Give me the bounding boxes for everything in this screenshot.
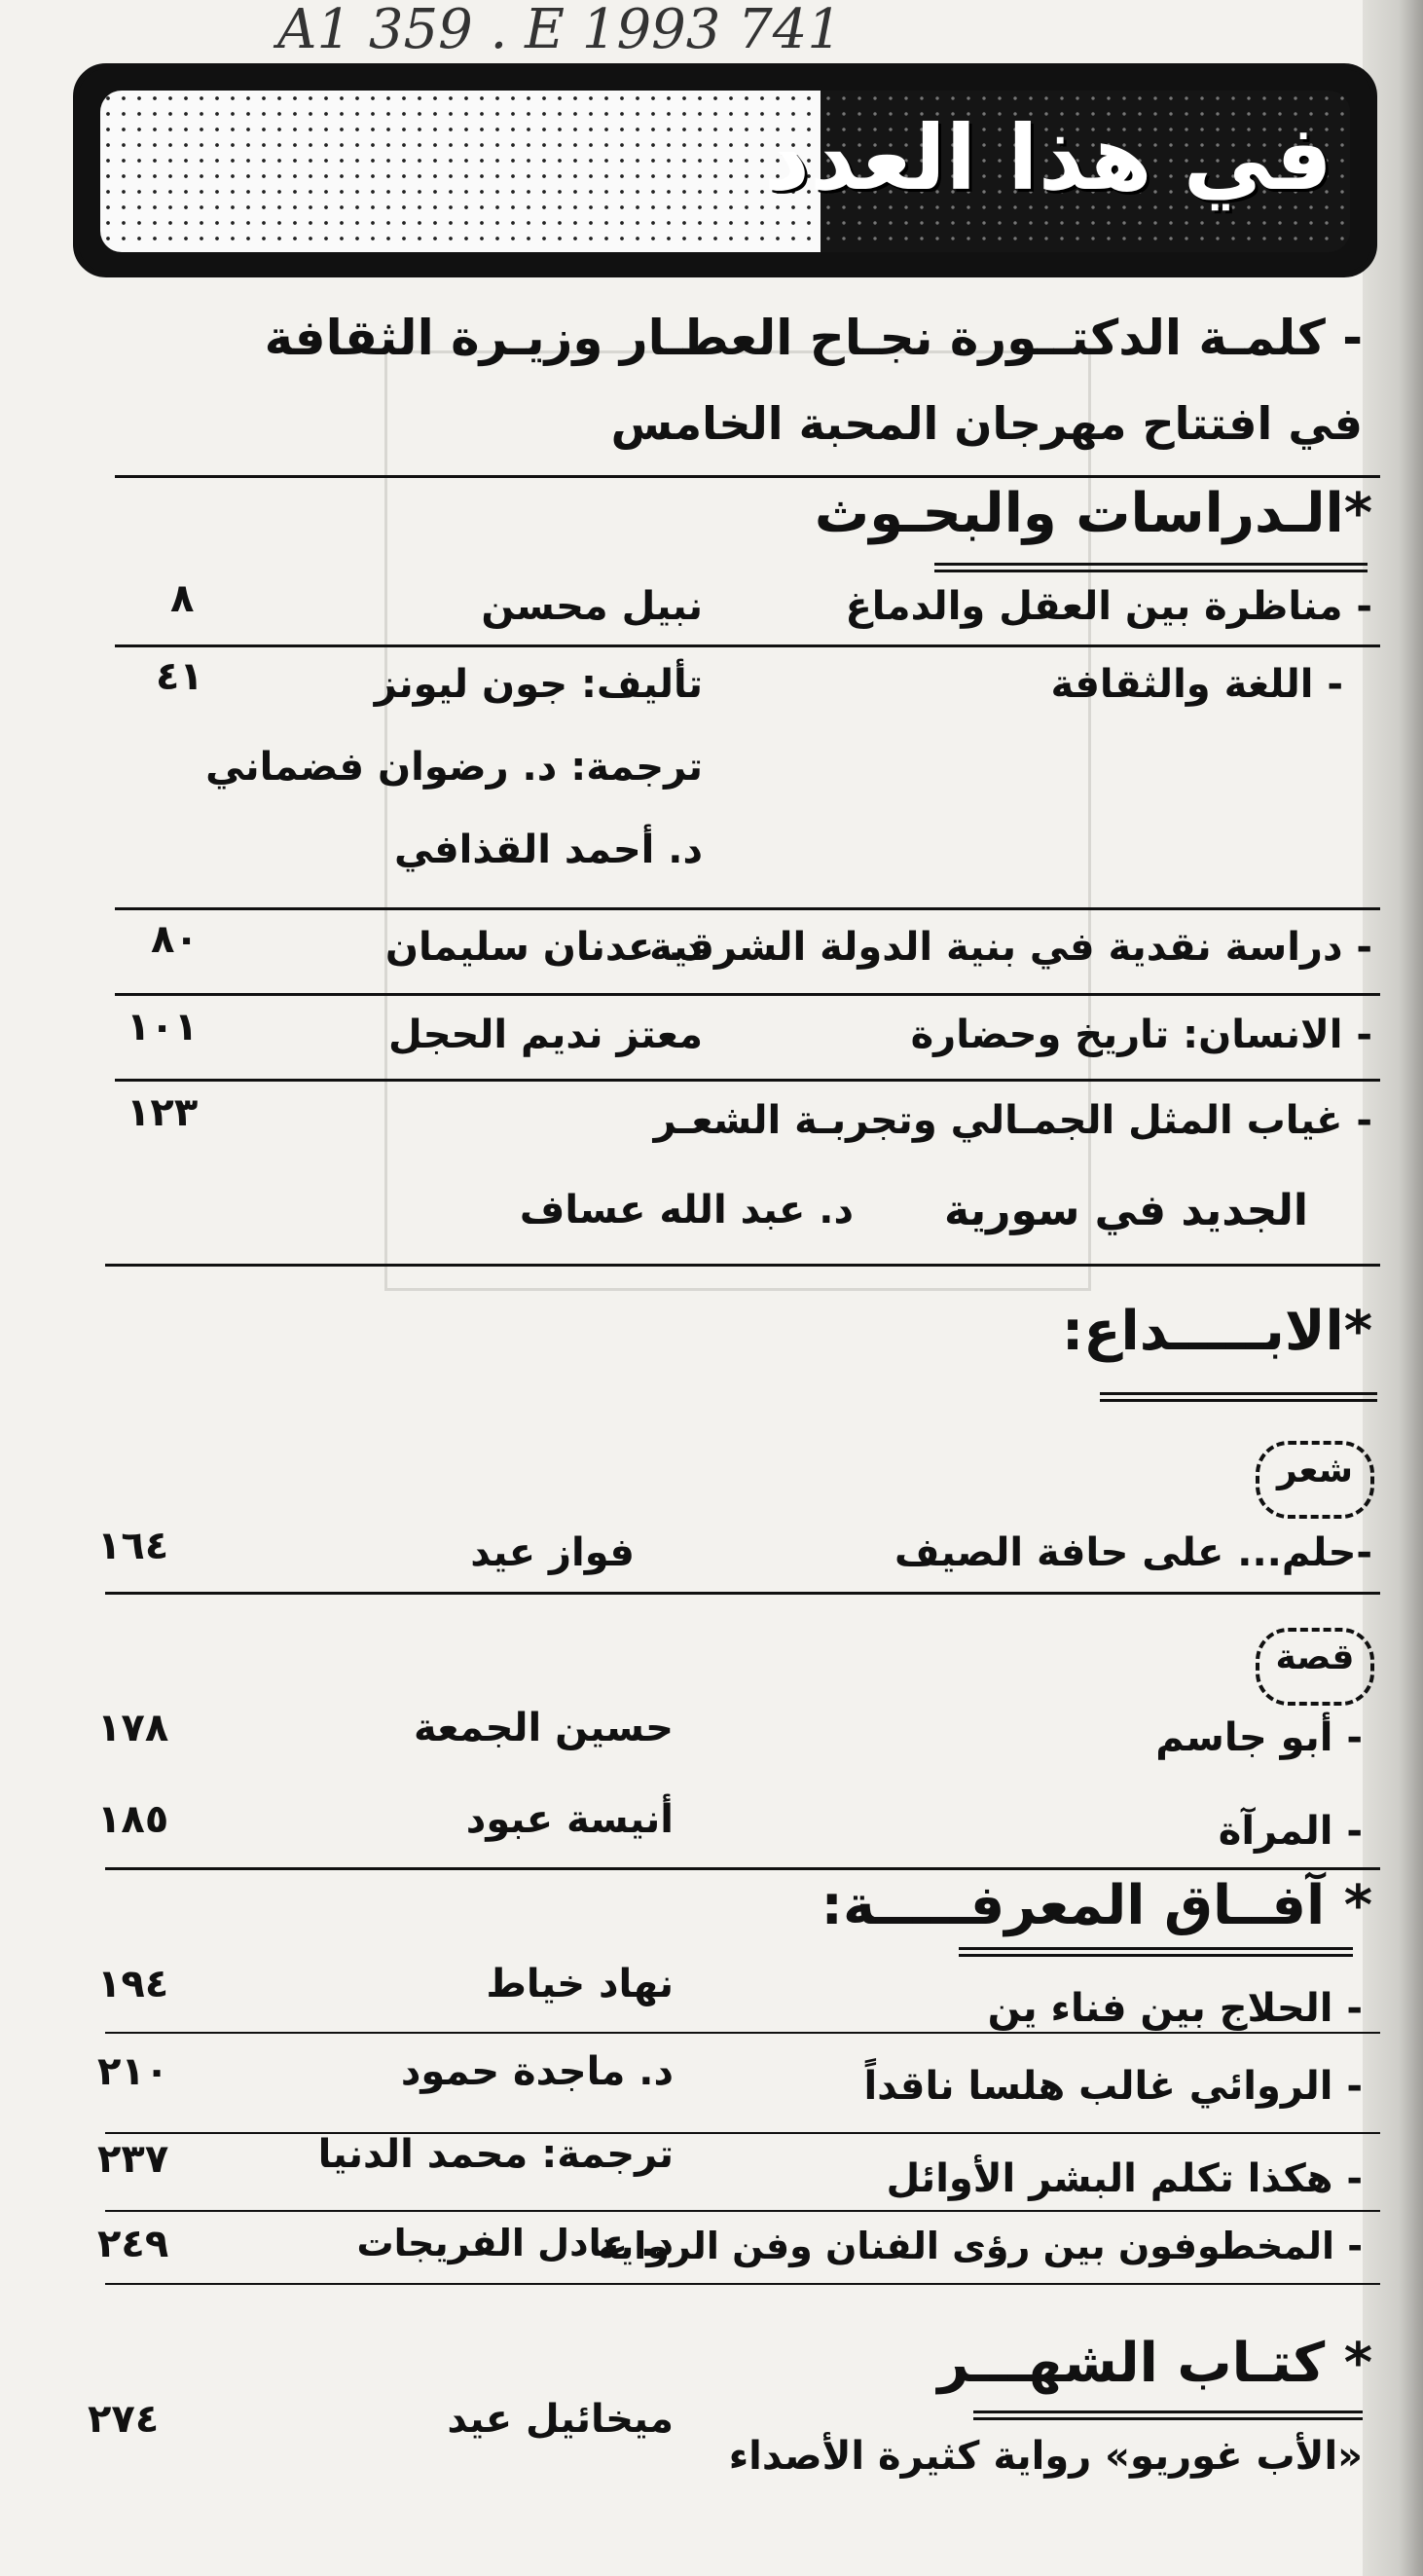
handwritten-reference: A1 359 . E 1993 741 bbox=[277, 0, 843, 61]
toc-title: - اللغة والثقافة bbox=[1050, 662, 1343, 707]
divider bbox=[105, 1867, 1380, 1870]
divider bbox=[105, 1592, 1380, 1595]
toc-title: - مناظرة بين العقل والدماغ bbox=[845, 584, 1372, 629]
toc-page: ١٨٥ bbox=[97, 1797, 169, 1842]
tag-story: قصة bbox=[1256, 1628, 1374, 1706]
toc-author: تأليف: جون ليونز bbox=[374, 662, 703, 707]
divider bbox=[115, 1079, 1380, 1082]
toc-title: - أبو جاسم bbox=[1155, 1715, 1363, 1760]
section-underline bbox=[934, 563, 1368, 572]
toc-title: - غياب المثل الجمـالي وتجربـة الشعـر bbox=[653, 1098, 1372, 1143]
toc-page: ٢٧٤ bbox=[88, 2397, 160, 2442]
section-horizons: * آفــاق المعرفـــــة: bbox=[821, 1874, 1372, 1937]
toc-title: -حلم... على حافة الصيف bbox=[894, 1530, 1372, 1575]
intro-line-1: - كلمـة الدكتــورة نجـاح العطـار وزيـرة الثقافة bbox=[264, 310, 1363, 366]
section-underline bbox=[959, 1947, 1353, 1957]
divider bbox=[115, 644, 1380, 647]
toc-author: ترجمة: محمد الدنيا bbox=[317, 2132, 674, 2177]
toc-title: - الروائي غالب هلسا ناقداً bbox=[863, 2064, 1363, 2109]
intro-line-2: في افتتاح مهرجان المحبة الخامس bbox=[610, 397, 1363, 450]
toc-author: معتز نديم الحجل bbox=[387, 1012, 703, 1057]
divider bbox=[105, 2210, 1380, 2212]
tag-poetry: شعر bbox=[1256, 1441, 1374, 1519]
toc-author: فواز عيد bbox=[470, 1530, 635, 1575]
toc-translator: ترجمة: د. رضوان فضماني bbox=[205, 745, 703, 790]
toc-page: ١٢٣ bbox=[127, 1090, 199, 1135]
toc-author: د. عادل الفريجات bbox=[356, 2222, 674, 2264]
section-underline bbox=[973, 2410, 1363, 2420]
toc-author: أنيسة عبود bbox=[465, 1797, 674, 1842]
section-studies: *الـدراسات والبحـوث bbox=[814, 482, 1372, 545]
toc-page: ١٩٤ bbox=[97, 1962, 169, 2006]
toc-author: نبيل محسن bbox=[481, 584, 703, 629]
toc-author: د. ماجدة حمود bbox=[400, 2049, 674, 2094]
section-book: * كتـاب الشهـــر bbox=[937, 2332, 1372, 2395]
toc-author: حسين الجمعة bbox=[414, 1706, 674, 1750]
divider bbox=[115, 475, 1380, 478]
divider bbox=[115, 993, 1380, 996]
toc-title: - هكذا تكلم البشر الأوائل bbox=[886, 2156, 1363, 2201]
page-edge-shadow bbox=[1363, 0, 1423, 2576]
toc-page: ١٠١ bbox=[127, 1005, 199, 1049]
toc-author: د. عبد الله عساف bbox=[519, 1188, 854, 1233]
toc-author: د. عدنان سليمان bbox=[384, 925, 703, 970]
banner-title: في هذا العدد bbox=[763, 106, 1332, 210]
toc-title: «الأب غوريو» رواية كثيرة الأصداء bbox=[728, 2434, 1363, 2479]
divider bbox=[105, 2283, 1380, 2285]
toc-title-continued: الجديد في سورية bbox=[943, 1186, 1308, 1235]
divider bbox=[105, 1264, 1380, 1267]
section-creativity: *الابـــــداع: bbox=[1061, 1300, 1372, 1363]
divider bbox=[115, 907, 1380, 910]
toc-title: - دراسة نقدية في بنية الدولة الشرقية bbox=[649, 925, 1372, 970]
toc-title: - المخطوفون بين رؤى الفنان وفن الرواية bbox=[597, 2225, 1363, 2267]
issue-banner bbox=[73, 63, 1377, 277]
toc-page: ٤١ bbox=[156, 654, 203, 699]
toc-page: ٢٣٧ bbox=[97, 2137, 169, 2182]
toc-page: ١٧٨ bbox=[97, 1706, 169, 1750]
toc-page: ٢١٠ bbox=[97, 2049, 169, 2094]
section-underline bbox=[1100, 1392, 1377, 1402]
toc-translator-2: د. أحمد القذافي bbox=[393, 828, 703, 872]
toc-title: - المرآة bbox=[1218, 1809, 1363, 1854]
banner-dot-pattern bbox=[100, 91, 821, 252]
toc-page: ٨٠ bbox=[151, 917, 199, 962]
toc-page: ٨ bbox=[170, 576, 195, 621]
toc-page: ١٦٤ bbox=[97, 1524, 169, 1568]
toc-author: نهاد خياط bbox=[486, 1962, 674, 2006]
toc-page: ٢٤٩ bbox=[97, 2222, 169, 2266]
toc-title: - الحلاج بين فناء ين bbox=[987, 1986, 1363, 2031]
divider bbox=[105, 2032, 1380, 2034]
toc-title: - الانسان: تاريخ وحضارة bbox=[910, 1012, 1372, 1057]
divider bbox=[105, 2132, 1380, 2134]
toc-author: ميخائيل عيد bbox=[447, 2397, 674, 2442]
